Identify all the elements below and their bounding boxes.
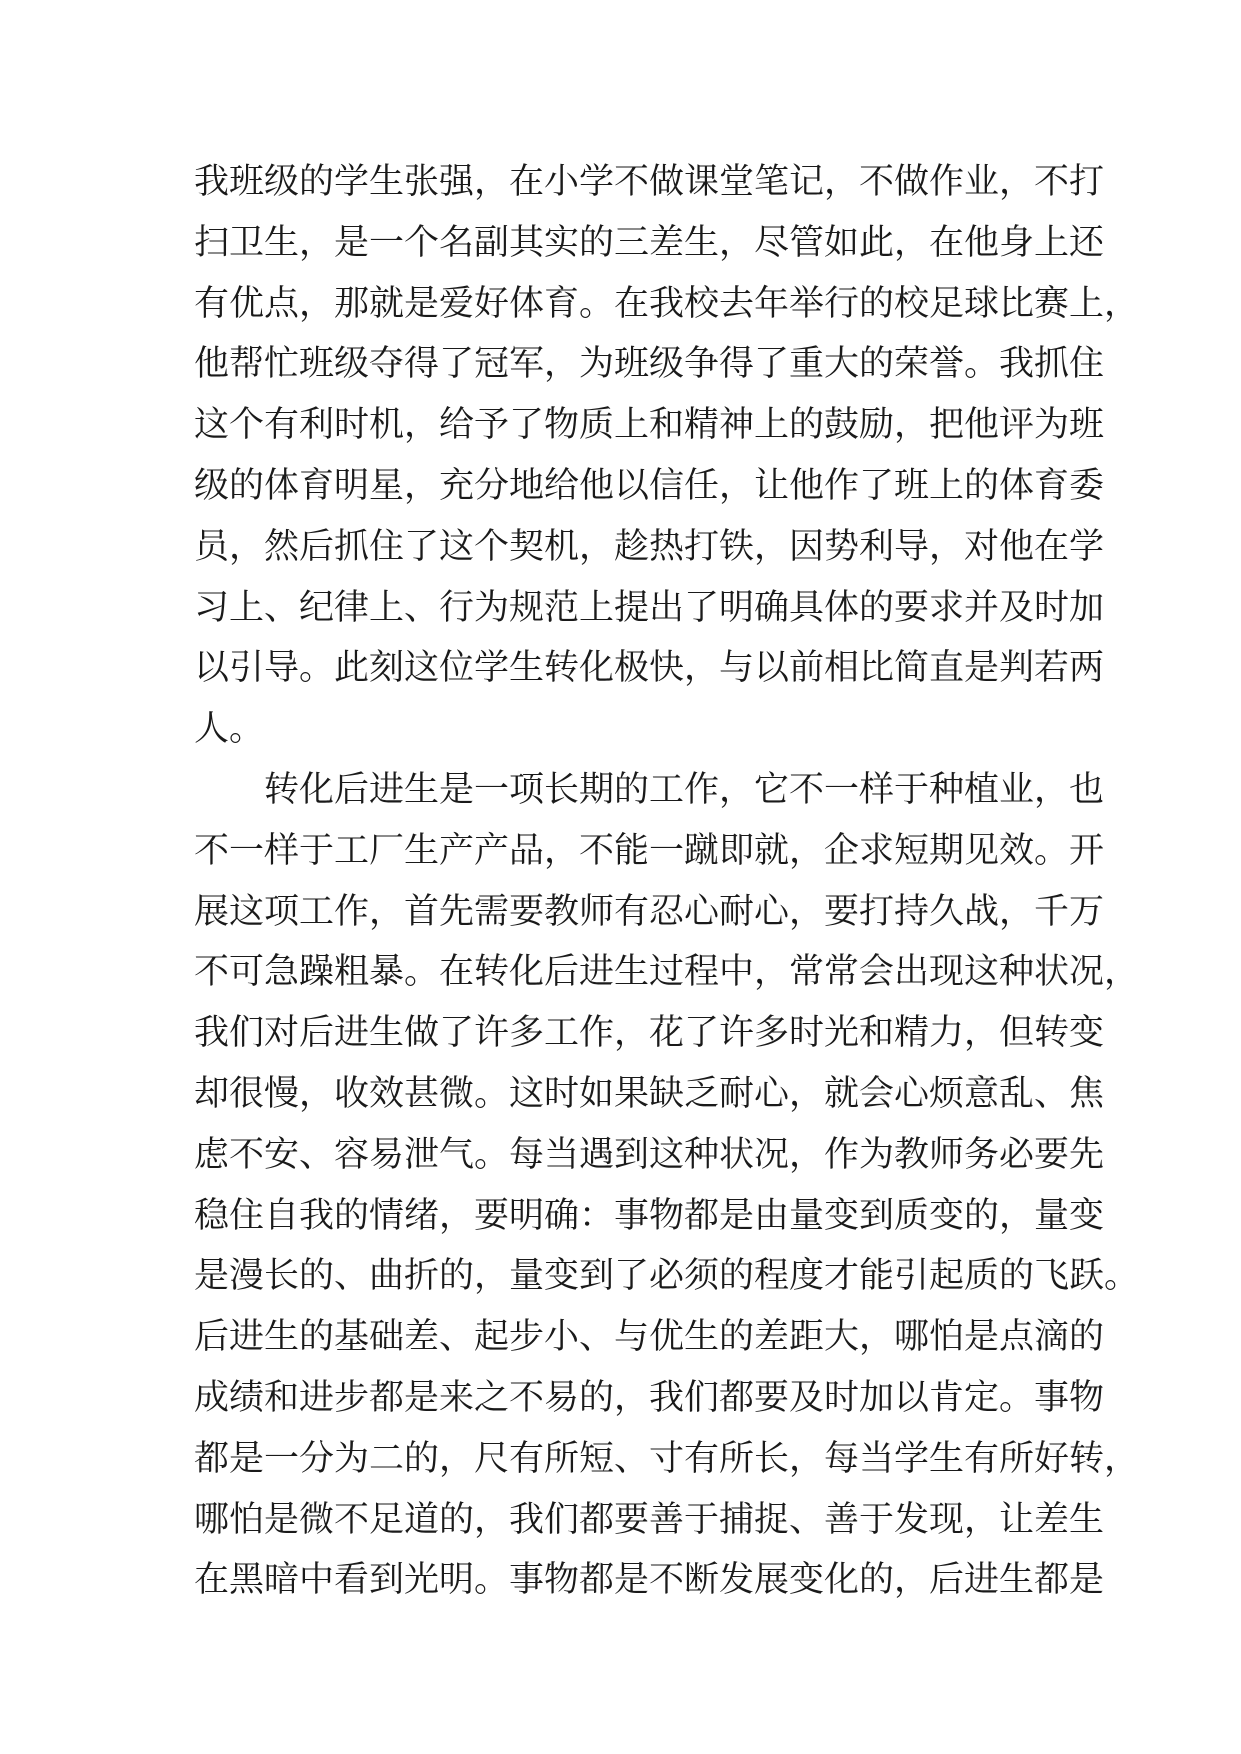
text-line: 以引导。此刻这位学生转化极快，与以前相比简直是判若两 <box>194 648 1105 689</box>
text-line: 不一样于工厂生产产品，不能一蹴即就，企求短期见效。开 <box>194 830 1105 871</box>
text-line: 他帮忙班级夺得了冠军，为班级争得了重大的荣誉。我抓住 <box>194 344 1105 385</box>
text-line: 哪怕是微不足道的，我们都要善于捕捉、善于发现，让差生 <box>194 1499 1105 1540</box>
text-line: 虑不安、容易泄气。每当遇到这种状况，作为教师务必要先 <box>194 1134 1105 1175</box>
text-line: 人。 <box>194 709 265 750</box>
text-line: 展这项工作，首先需要教师有忍心耐心，要打持久战，千万 <box>194 891 1105 932</box>
text-line: 这个有利时机，给予了物质上和精神上的鼓励，把他评为班 <box>194 405 1105 446</box>
text-line: 是漫长的、曲折的，量变到了必须的程度才能引起质的飞跃。 <box>194 1256 1140 1297</box>
text-line: 成绩和进步都是来之不易的，我们都要及时加以肯定。事物 <box>194 1377 1105 1418</box>
text-line: 稳住自我的情绪，要明确：事物都是由量变到质变的，量变 <box>194 1195 1105 1236</box>
text-line: 习上、纪律上、行为规范上提出了明确具体的要求并及时加 <box>194 587 1105 628</box>
text-line: 我班级的学生张强，在小学不做课堂笔记，不做作业，不打 <box>194 162 1105 202</box>
text-line: 在黑暗中看到光明。事物都是不断发展变化的，后进生都是 <box>194 1560 1105 1601</box>
text-line: 我们对后进生做了许多工作，花了许多时光和精力，但转变 <box>194 1013 1105 1054</box>
text-line: 都是一分为二的，尺有所短、寸有所长，每当学生有所好转， <box>194 1438 1140 1479</box>
text-line: 不可急躁粗暴。在转化后进生过程中，常常会出现这种状况， <box>194 952 1140 993</box>
text-line: 后进生的基础差、起步小、与优生的差距大，哪怕是点滴的 <box>194 1317 1105 1358</box>
text-line: 员，然后抓住了这个契机，趁热打铁，因势利导，对他在学 <box>194 526 1105 567</box>
body-text <box>194 152 1140 1611</box>
text-line: 级的体育明星，充分地给他以信任，让他作了班上的体育委 <box>194 465 1105 506</box>
paragraph-first-line: 转化后进生是一项长期的工作，它不一样于种植业，也 <box>264 769 1105 810</box>
text-line: 有优点，那就是爱好体育。在我校去年举行的校足球比赛上， <box>194 283 1140 324</box>
text-line: 却很慢，收效甚微。这时如果缺乏耐心，就会心烦意乱、焦 <box>194 1073 1105 1114</box>
text-line: 扫卫生，是一个名副其实的三差生，尽管如此，在他身上还 <box>194 222 1105 263</box>
